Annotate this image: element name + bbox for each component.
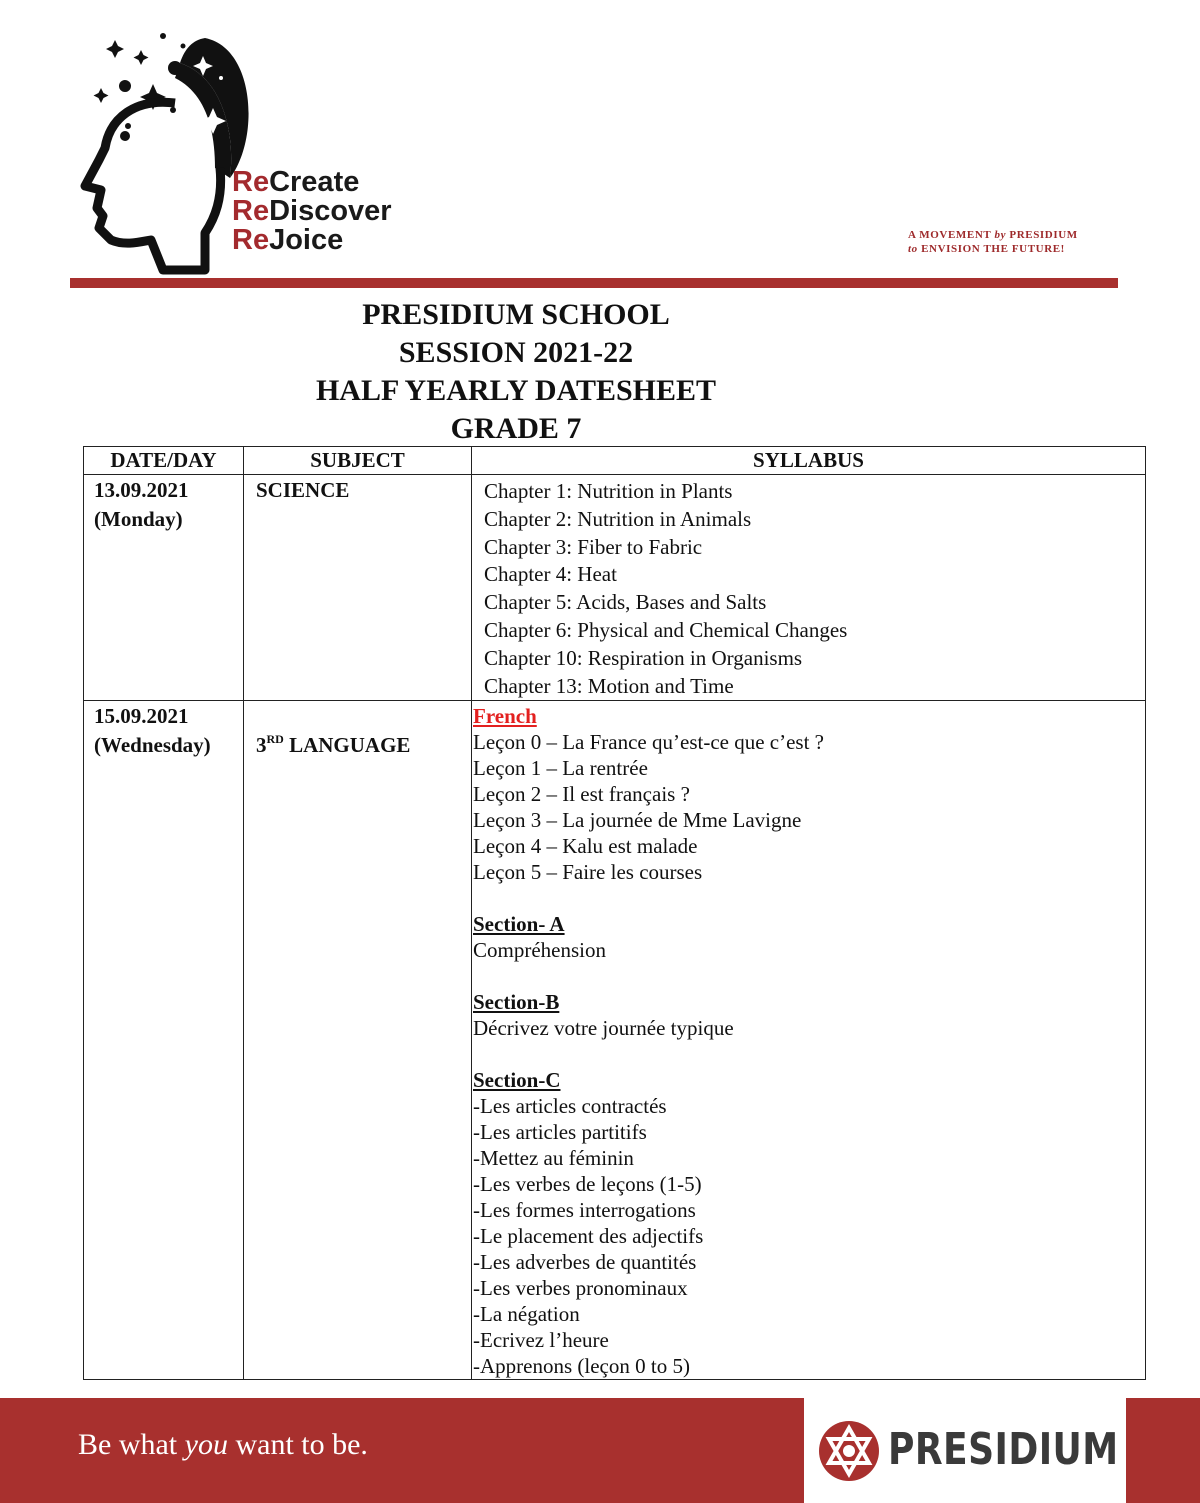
- list-item: Leçon 1 – La rentrée: [473, 756, 648, 781]
- brand-box: [804, 1398, 1126, 1503]
- header-subject: SUBJECT: [244, 447, 472, 475]
- syllabus-cell: [472, 475, 1146, 701]
- exam-date: 13.09.2021: [94, 478, 189, 502]
- list-item: -Les adverbes de quantités: [473, 1250, 697, 1275]
- logo-tagline: [232, 168, 392, 255]
- header-syllabus: SYLLABUS: [472, 447, 1146, 475]
- list-item: -Les verbes de leçons (1-5): [473, 1172, 702, 1197]
- subject-cell: [244, 701, 472, 1380]
- list-item: Chapter 13: Motion and Time: [484, 673, 734, 698]
- exam-date: 15.09.2021: [94, 704, 189, 729]
- subject-name: 3RD LANGUAGE: [256, 732, 411, 758]
- table-row: [84, 475, 1146, 701]
- list-item: Chapter 10: Respiration in Organisms: [484, 645, 803, 670]
- datesheet-title: HALF YEARLY DATESHEET: [315, 374, 717, 407]
- chapter-list: [472, 475, 1145, 700]
- footer-band: [0, 1398, 1200, 1503]
- page-title: [266, 296, 766, 448]
- list-item: Leçon 0 – La France qu’est-ce que c’est ?: [473, 730, 824, 755]
- table-header-row: [84, 447, 1146, 475]
- section-c-heading: Section-C: [473, 1068, 561, 1093]
- list-item: Leçon 4 – Kalu est malade: [473, 834, 698, 859]
- list-item: -Les formes interrogations: [473, 1198, 696, 1223]
- list-item: Chapter 3: Fiber to Fabric: [484, 534, 703, 559]
- list-item: -Les verbes pronominaux: [473, 1276, 688, 1301]
- subject-name: SCIENCE: [256, 478, 350, 502]
- list-item: -Les articles contractés: [473, 1094, 667, 1119]
- list-item: -Les articles partitifs: [473, 1120, 647, 1145]
- list-item: -Mettez au féminin: [473, 1146, 634, 1171]
- exam-day: (Monday): [94, 507, 183, 531]
- presidium-star-emblem-icon: [818, 1420, 880, 1482]
- grade-title: GRADE 7: [450, 412, 582, 445]
- brand-name: PRESIDIUM: [888, 1424, 1119, 1475]
- movement-line-1: A MOVEMENT by PRESIDIUM: [908, 229, 1078, 241]
- tagline-line: ReDiscover: [232, 195, 392, 227]
- list-item: Chapter 1: Nutrition in Plants: [484, 479, 733, 503]
- list-item: -Le placement des adjectifs: [473, 1224, 704, 1249]
- list-item: -Apprenons (leçon 0 to 5): [473, 1354, 690, 1379]
- section-b-heading: Section-B: [473, 990, 560, 1015]
- list-item: Leçon 2 – Il est français ?: [473, 782, 690, 807]
- french-syllabus: [472, 701, 1145, 1379]
- session-title: SESSION 2021-22: [398, 336, 634, 369]
- header-date-day: DATE/DAY: [84, 447, 244, 475]
- tagline-line: ReJoice: [232, 224, 344, 256]
- date-cell: [84, 701, 244, 1380]
- date-cell: [84, 475, 244, 701]
- exam-day: (Wednesday): [94, 733, 211, 758]
- list-item: -Ecrivez l’heure: [473, 1328, 609, 1353]
- language-heading: French: [473, 704, 537, 729]
- datesheet-table: [83, 446, 1146, 1380]
- list-item: Chapter 5: Acids, Bases and Salts: [484, 590, 767, 615]
- list-item: Décrivez votre journée typique: [473, 1016, 734, 1041]
- list-item: Compréhension: [473, 938, 606, 963]
- header-divider: [70, 278, 1118, 288]
- footer-motto: Be what you want to be.: [78, 1428, 368, 1461]
- list-item: Chapter 2: Nutrition in Animals: [484, 506, 752, 531]
- movement-slogan: [908, 228, 1078, 256]
- tagline-line: ReCreate: [232, 166, 360, 198]
- list-item: Chapter 4: Heat: [484, 562, 617, 587]
- syllabus-cell: [472, 701, 1146, 1380]
- school-name: PRESIDIUM SCHOOL: [362, 298, 670, 331]
- list-item: Leçon 3 – La journée de Mme Lavigne: [473, 808, 802, 833]
- table-row: [84, 701, 1146, 1380]
- list-item: Leçon 5 – Faire les courses: [473, 860, 703, 885]
- section-a-heading: Section- A: [473, 912, 565, 937]
- list-item: Chapter 6: Physical and Chemical Changes: [484, 617, 848, 642]
- list-item: -La négation: [473, 1302, 580, 1327]
- movement-line-2: to ENVISION THE FUTURE!: [908, 243, 1065, 255]
- subject-cell: [244, 475, 472, 701]
